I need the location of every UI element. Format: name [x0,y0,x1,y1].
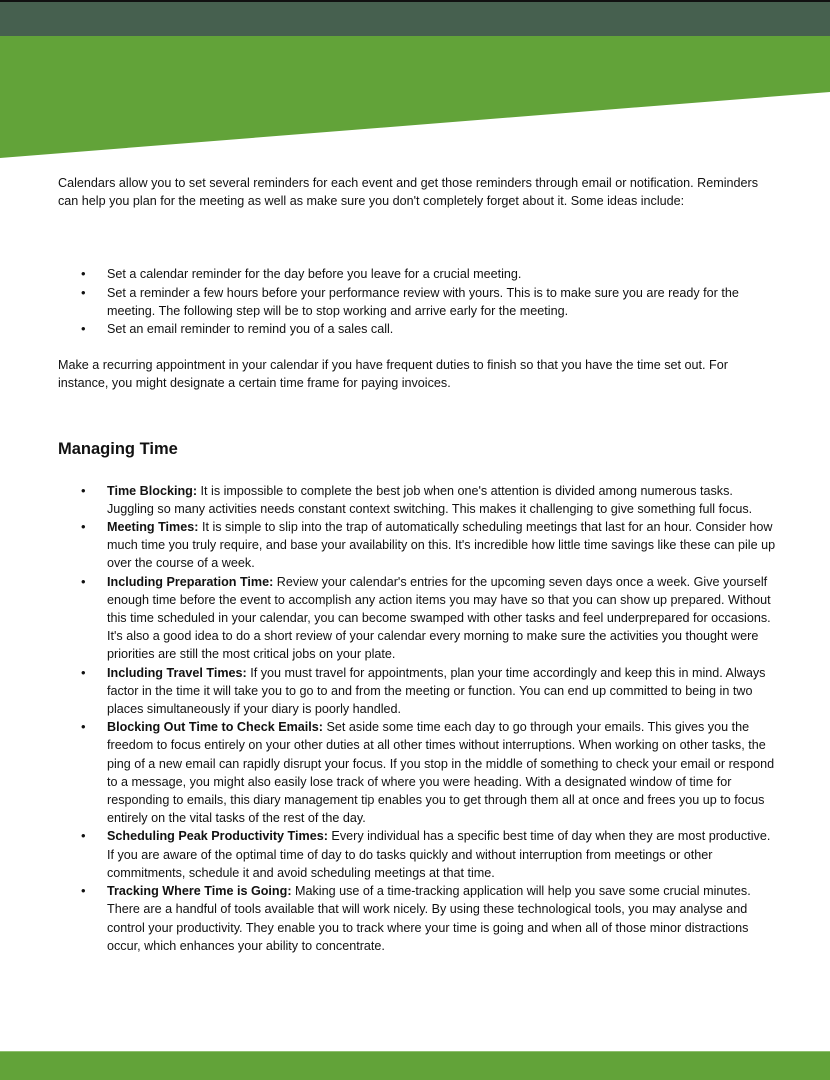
header-dark-band [0,2,830,36]
section-heading: Managing Time [58,439,178,458]
item-term: Time Blocking: [107,483,198,498]
item-term: Including Preparation Time: [107,574,274,589]
item-term: Tracking Where Time is Going: [107,884,292,899]
list-item [107,827,778,882]
list-item [107,482,778,518]
item-term: Scheduling Peak Productivity Times: [107,829,328,844]
footer-green-band [0,1051,830,1080]
item-text: It is impossible to complete the best job when one's attention is divided among numerous tasks. Juggling so many activities needs constant context switching. This makes it challenging to give something full focus. [107,483,753,516]
item-term: Meeting Times: [107,520,199,535]
item-text: If you must travel for appointments, plan your time accordingly and keep this in mind. Always factor in the time it will take you to go to and from the meeting or function. You can end up committed to being in two places simultaneously if your diary is poorly handled. [107,665,766,717]
list-item [107,882,778,955]
item-text: It is simple to slip into the trap of automatically scheduling meetings that last for an hour. Consider how much time you truly require, and base your availability on this. It's incredible how little time savings like these can pile up over the course of a week. [107,520,776,571]
list-item: • Set a calendar reminder for the day before you leave for a crucial meeting. [107,265,778,283]
recurring-paragraph: Make a recurring appointment in your calendar if you have frequent duties to finish so that you have the time set out. For instance, you might designate a certain time frame for paying invoices. [58,358,728,391]
intro-paragraph: Calendars allow you to set several reminders for each event and get those reminders through email or notification. Reminders can help you plan for the meeting as well as make sure you don't completely forget about it. Some ideas include: [58,176,759,209]
item-text: Set aside some time each day to go through your emails. This gives you the freedom to focus entirely on your other duties at all other times without interruptions. When working on other tasks, the ping of a new email can rapidly disrupt your focus. If you stop in the middle of something to check your email or respond to a message, you might also easily lose track of where you were heading. With a designated window of time for responding to emails, this diary management tip enables you to get through them all at once and frees you up to focus entirely on the vital tasks of the rest of the day. [107,720,775,826]
managing-time-list [58,482,778,955]
list-item [107,573,778,664]
list-item [107,718,778,827]
item-term: Including Travel Times: [107,665,247,680]
header-green-wedge [0,36,830,159]
list-item [107,664,778,719]
item-term: Blocking Out Time to Check Emails: [107,720,324,735]
item-text: Review your calendar's entries for the upcoming seven days once a week. Give yourself enough time before the event to accomplish any action items you may have so that you can show up prepared. Without this time scheduled in your calendar, you can become swamped with other tasks and feel underprepared for occasions. It's also a good idea to do a short review of your calendar every morning to make sure the activities you thought were priorities are still the most critical jobs on your plate. [107,574,771,662]
document-body [58,174,778,955]
item-text: Every individual has a specific best time of day when they are most productive. If you are aware of the optimal time of day to do tasks quickly and without interruption from meetings or other commitments, schedule it and avoid scheduling meetings at that time. [107,829,771,880]
list-item [107,518,778,573]
item-text: Making use of a time-tracking application will help you save some crucial minutes. There are a handful of tools available that will work nicely. By using these technological tools, you may analyse and control your productivity. They enable you to track where your time is going and when all of those minor distractions occur, which enhances your ability to concentrate. [107,884,751,953]
list-item: • Set a reminder a few hours before your performance review with yours. This is to make sure you are ready for the meeting. The following step will be to stop working and arrive early for the meeting. [107,284,778,320]
list-item: • Set an email reminder to remind you of a sales call. [107,320,778,338]
reminder-ideas-list [58,265,778,338]
